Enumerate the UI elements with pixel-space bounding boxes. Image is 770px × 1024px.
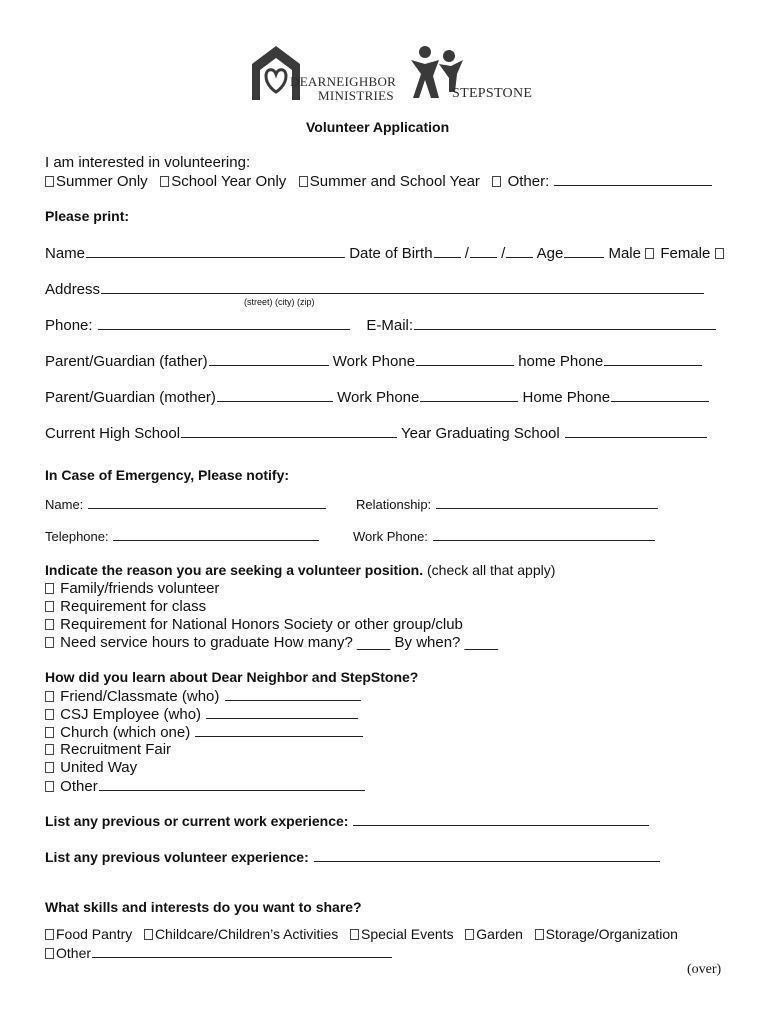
year-graduating-label: Year Graduating School <box>400 425 560 442</box>
work-experience-row <box>45 812 649 829</box>
learn-item <box>45 687 361 705</box>
over-note: (over) <box>687 962 722 977</box>
emergency-telephone-label: Telephone: <box>45 529 109 544</box>
option-other-label: Other: <box>507 173 550 190</box>
high-school-label: Current High School <box>45 425 181 442</box>
dear-neighbor-logo-line1: DEARNEIGHBOR <box>290 74 397 89</box>
option-summer-only-label: Summer Only <box>56 173 148 190</box>
option-school-year-only-label: School Year Only <box>171 173 287 190</box>
skill-garden-label: Garden <box>476 926 523 942</box>
skills-options-row <box>45 926 678 942</box>
learn-item-label: CSJ Employee (who) <box>60 706 202 723</box>
learn-item-label: Other <box>60 778 98 795</box>
please-print-heading: Please print: <box>45 208 130 224</box>
learn-item <box>45 777 365 795</box>
reason-item-label: Need service hours to graduate How many? ____ By when? ____ <box>60 634 498 651</box>
skill-childcare-label: Childcare/Children’s Activities <box>154 926 339 942</box>
checkbox-skill-childcare[interactable] <box>144 929 153 940</box>
reason-heading-row <box>45 562 555 578</box>
name-row: Name Date of Birth / / Age Male Female <box>45 244 726 262</box>
checkbox-skill-other[interactable] <box>45 948 54 959</box>
emergency-telephone-row <box>45 527 319 544</box>
emergency-work-phone-label: Work Phone: <box>353 529 428 544</box>
father-name-field[interactable] <box>209 352 329 366</box>
learn-church-field[interactable] <box>195 723 363 737</box>
checkbox-female[interactable] <box>715 248 724 259</box>
skill-food-pantry-label: Food Pantry <box>56 926 133 942</box>
skills-heading: What skills and interests do you want to share? <box>45 899 362 915</box>
dob-day-field[interactable] <box>470 244 497 258</box>
checkbox-other[interactable] <box>492 176 501 187</box>
learn-item-label: Recruitment Fair <box>60 741 172 758</box>
emergency-relationship-field[interactable] <box>436 495 658 509</box>
mother-work-phone-label: Work Phone <box>337 389 420 406</box>
volunteer-experience-field[interactable] <box>314 848 660 862</box>
mother-row <box>45 388 709 406</box>
interest-intro: I am interested in volunteering: <box>45 154 251 171</box>
dear-neighbor-logo-line2: MINISTRIES <box>318 88 394 103</box>
address-field[interactable] <box>101 280 704 294</box>
page-title: Volunteer Application <box>306 119 450 135</box>
reason-item-label: Requirement for class <box>60 598 207 615</box>
skill-storage-label: Storage/Organization <box>545 926 678 942</box>
age-label: Age <box>536 245 564 262</box>
father-row <box>45 352 702 370</box>
name-field[interactable] <box>86 244 345 258</box>
checkbox-learn-fair[interactable] <box>45 744 54 755</box>
interest-options-row <box>45 172 712 190</box>
reason-item-label: Requirement for National Honors Society or other group/club <box>60 616 463 633</box>
emergency-work-phone-field[interactable] <box>433 527 655 541</box>
checkbox-skill-special-events[interactable] <box>350 929 359 940</box>
learn-heading: How did you learn about Dear Neighbor and StepStone? <box>45 669 419 685</box>
work-experience-field[interactable] <box>353 812 649 826</box>
father-label: Parent/Guardian (father) <box>45 353 208 370</box>
father-work-phone-field[interactable] <box>416 352 514 366</box>
checkbox-reason-1[interactable] <box>45 583 54 594</box>
phone-field[interactable] <box>98 316 350 330</box>
checkbox-skill-food-pantry[interactable] <box>45 929 54 940</box>
learn-item-label: Friend/Classmate (who) <box>60 688 220 705</box>
skill-other-label: Other <box>56 945 92 961</box>
learn-item-label: United Way <box>60 759 138 776</box>
other-interest-line[interactable] <box>554 172 712 186</box>
skill-special-events-label: Special Events <box>360 926 454 942</box>
reason-item-label: Family/friends volunteer <box>60 580 220 597</box>
father-home-phone-field[interactable] <box>604 352 702 366</box>
dob-month-field[interactable] <box>434 244 461 258</box>
mother-work-phone-field[interactable] <box>420 388 518 402</box>
year-graduating-field[interactable] <box>565 424 707 438</box>
checkbox-reason-3[interactable] <box>45 619 54 630</box>
checkbox-school-year-only[interactable] <box>160 176 169 187</box>
mother-home-phone-field[interactable] <box>611 388 709 402</box>
checkbox-reason-2[interactable] <box>45 601 54 612</box>
learn-item <box>45 705 358 723</box>
work-experience-label: List any previous or current work experience: <box>45 813 349 829</box>
address-label: Address <box>45 281 101 298</box>
checkbox-learn-friend[interactable] <box>45 691 54 702</box>
reason-hint: (check all that apply) <box>427 562 556 578</box>
dob-year-field[interactable] <box>506 244 533 258</box>
male-label: Male <box>608 245 641 262</box>
mother-home-phone-label: Home Phone <box>522 389 611 406</box>
learn-item <box>45 759 137 776</box>
learn-other-field[interactable] <box>99 777 365 791</box>
volunteer-experience-row <box>45 848 660 865</box>
checkbox-summer-and-school-year[interactable] <box>299 176 308 187</box>
checkbox-male[interactable] <box>645 248 654 259</box>
dear-neighbor-logo-mark <box>248 42 304 102</box>
reason-heading: Indicate the reason you are seeking a volunteer position. <box>45 562 424 578</box>
emergency-name-row <box>45 495 326 512</box>
email-label: E-Mail: <box>366 317 414 334</box>
emergency-relationship-label: Relationship: <box>356 497 432 512</box>
phone-label: Phone: <box>45 317 93 334</box>
reason-item <box>45 616 463 633</box>
reason-item <box>45 634 498 651</box>
volunteer-experience-label: List any previous volunteer experience: <box>45 849 309 865</box>
learn-item-label: Church (which one) <box>60 724 191 741</box>
email-field[interactable] <box>414 316 716 330</box>
father-home-phone-label: home Phone <box>518 353 604 370</box>
checkbox-summer-only[interactable] <box>45 176 54 187</box>
checkbox-learn-church[interactable] <box>45 727 54 738</box>
checkbox-learn-csj[interactable] <box>45 709 54 720</box>
high-school-row <box>45 424 707 442</box>
reason-item <box>45 580 219 597</box>
age-field[interactable] <box>564 244 604 258</box>
reason-item <box>45 598 206 615</box>
address-hint: (street) (city) (zip) <box>244 297 315 307</box>
checkbox-skill-storage[interactable] <box>535 929 544 940</box>
dob-label: Date of Birth <box>349 245 433 262</box>
father-work-phone-label: Work Phone <box>332 353 416 370</box>
mother-name-field[interactable] <box>217 388 333 402</box>
stepstone-logo-text: STEPSTONE <box>452 86 533 101</box>
high-school-field[interactable] <box>181 424 397 438</box>
emergency-work-phone-row <box>353 527 655 544</box>
checkbox-learn-united-way[interactable] <box>45 762 54 773</box>
skill-other-field[interactable] <box>92 944 392 958</box>
option-summer-and-school-year-label: Summer and School Year <box>309 173 480 190</box>
phone-email-row <box>45 316 716 334</box>
learn-item <box>45 741 171 758</box>
skills-other-row <box>45 944 392 961</box>
emergency-name-label: Name: <box>45 497 84 512</box>
emergency-relationship-row <box>356 495 658 512</box>
mother-label: Parent/Guardian (mother) <box>45 389 216 406</box>
checkbox-learn-other[interactable] <box>45 781 54 792</box>
learn-friend-field[interactable] <box>225 687 361 701</box>
name-label: Name <box>45 245 86 262</box>
learn-item <box>45 723 363 741</box>
checkbox-reason-4[interactable] <box>45 637 54 648</box>
learn-csj-field[interactable] <box>206 705 358 719</box>
female-label: Female <box>660 245 711 262</box>
emergency-telephone-field[interactable] <box>113 527 319 541</box>
address-row <box>45 280 704 298</box>
emergency-heading: In Case of Emergency, Please notify: <box>45 467 290 483</box>
checkbox-skill-garden[interactable] <box>465 929 474 940</box>
emergency-name-field[interactable] <box>88 495 326 509</box>
